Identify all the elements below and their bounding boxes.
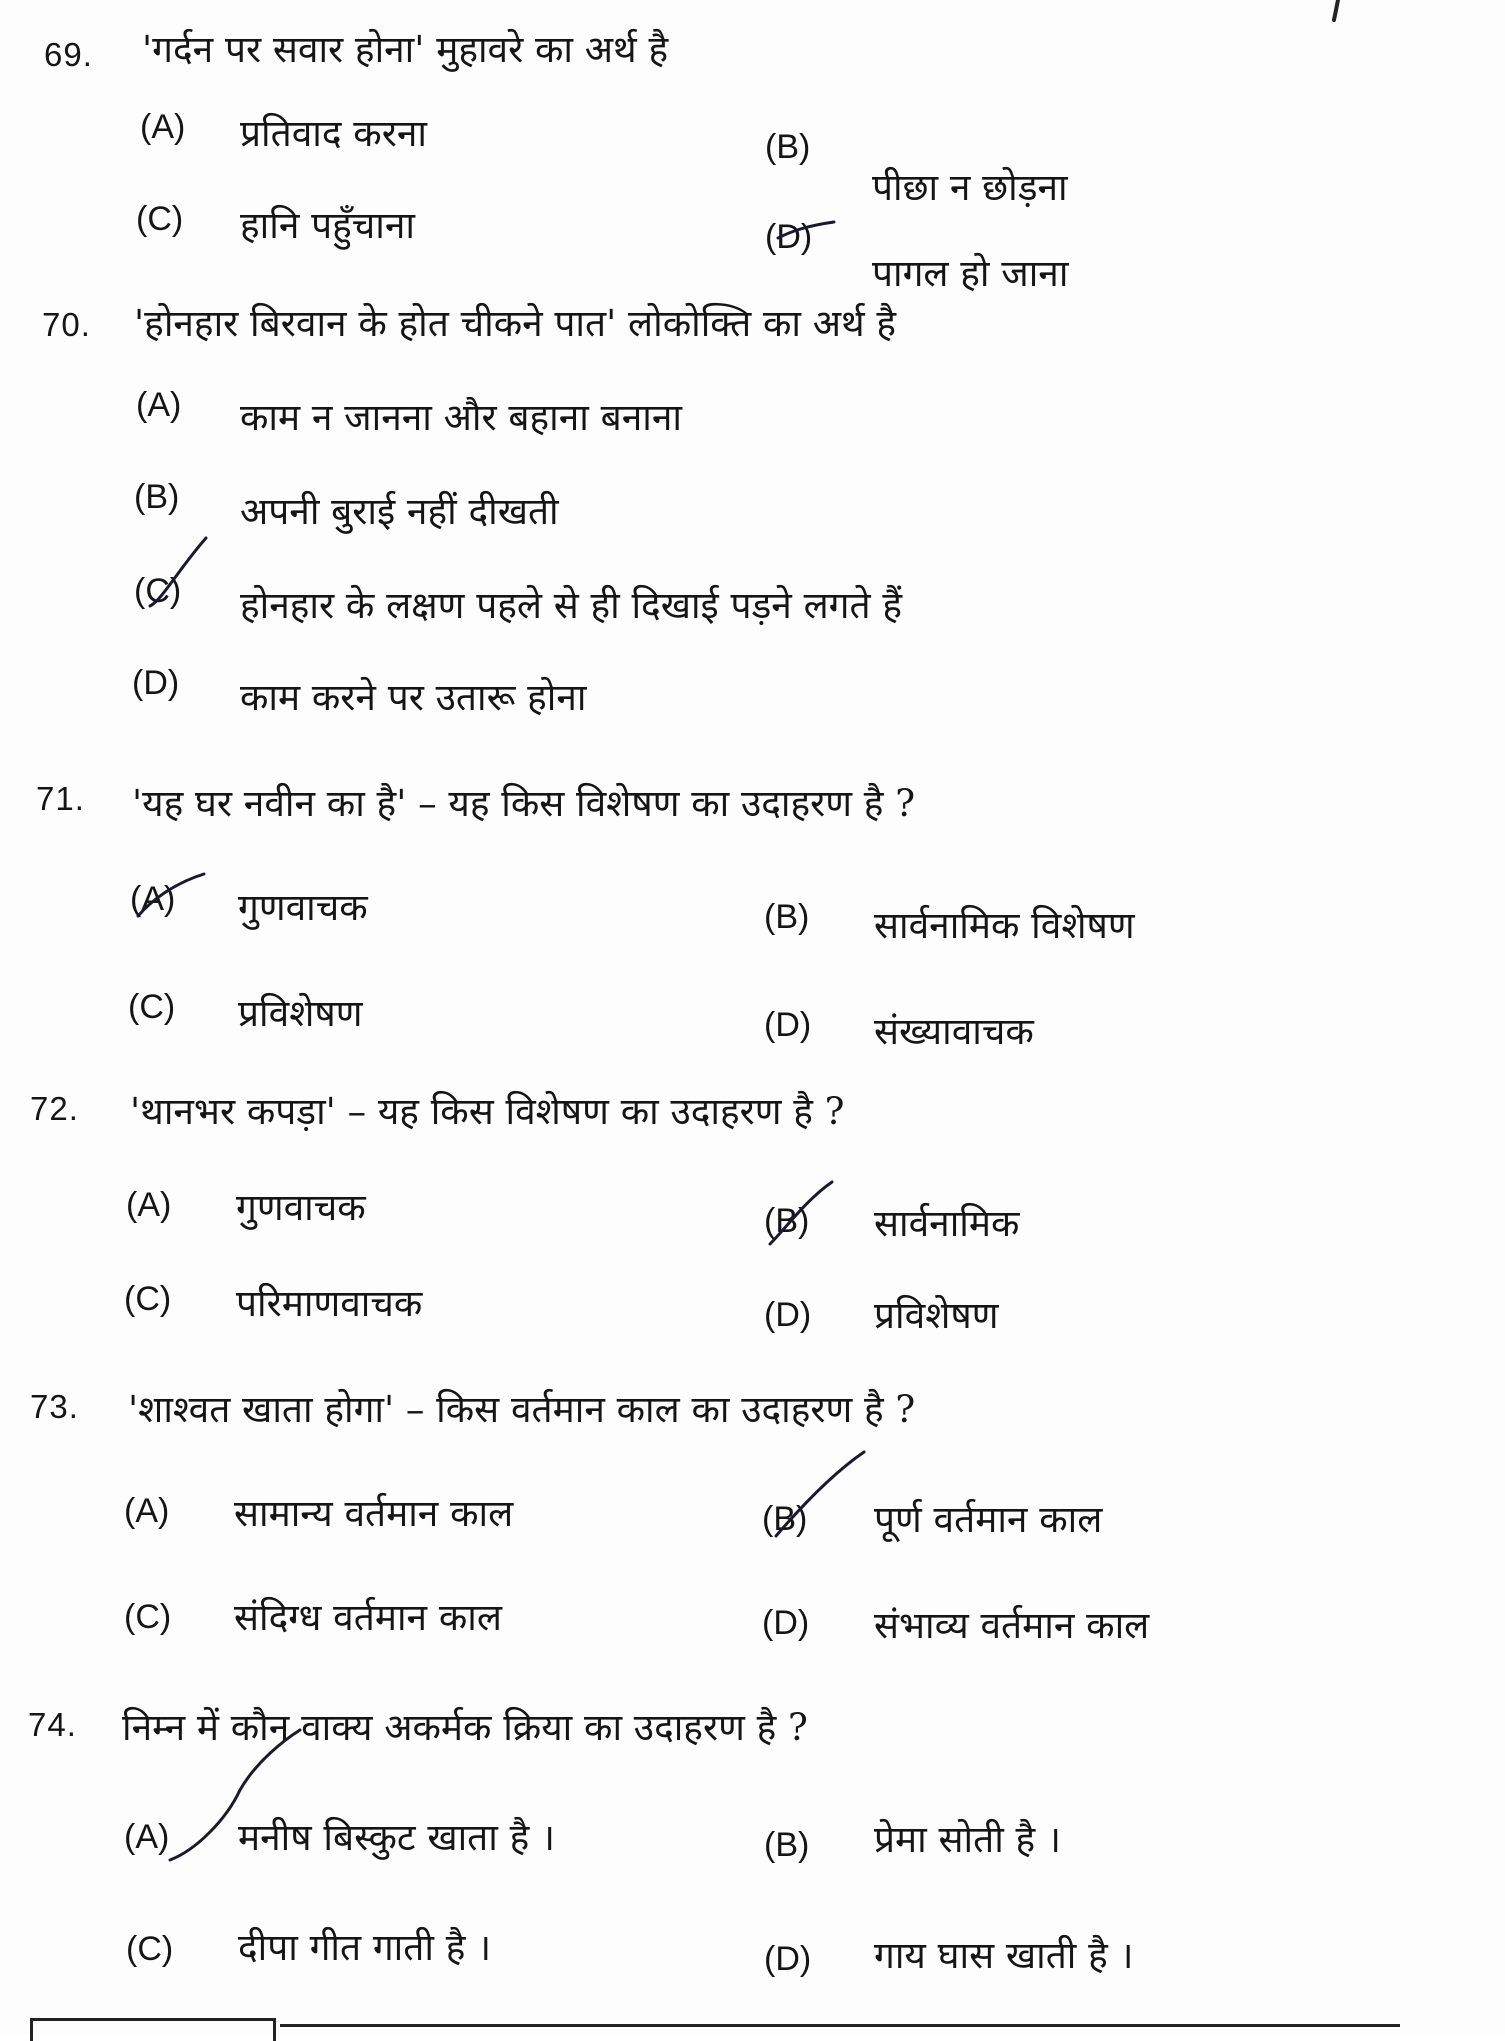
q71-option-a-label: (A) (130, 880, 176, 918)
question-73-number: 73. (30, 1388, 79, 1425)
q71-option-b-text: सार्वनामिक विशेषण (874, 904, 1135, 947)
q69-option-c-label: (C) (136, 200, 184, 238)
footer-box (30, 2018, 276, 2041)
q70-option-b-label: (B) (134, 478, 180, 516)
q71-option-c-label: (C) (128, 988, 176, 1026)
q73-option-c-label: (C) (124, 1598, 172, 1636)
q72-option-d-label: (D) (764, 1296, 812, 1334)
q72-option-b-text: सार्वनामिक (874, 1202, 1020, 1245)
q72-option-a-label: (A) (126, 1186, 172, 1224)
q74-option-c-label: (C) (126, 1930, 174, 1968)
q72-option-c-text: परिमाणवाचक (236, 1282, 423, 1325)
question-73-text: 'शाश्वत खाता होगा' – किस वर्तमान काल का उदाहरण है ? (128, 1388, 916, 1431)
question-70-text: 'होनहार बिरवान के होत चीकने पात' लोकोक्ति का अर्थ है (134, 302, 897, 345)
q74-option-d-text: गाय घास खाती है । (874, 1934, 1134, 1977)
q69-option-b-text: पीछा न छोड़ना (872, 166, 1068, 209)
q73-option-a-label: (A) (124, 1492, 170, 1530)
q70-option-a-label: (A) (136, 386, 182, 424)
question-72-text: 'थानभर कपड़ा' – यह किस विशेषण का उदाहरण है ? (130, 1090, 845, 1133)
q73-option-d-label: (D) (762, 1604, 810, 1642)
q74-option-b-label: (B) (764, 1826, 810, 1864)
question-72-number: 72. (30, 1090, 79, 1127)
q73-option-b-text: पूर्ण वर्तमान काल (874, 1498, 1103, 1541)
q71-option-c-text: प्रविशेषण (238, 992, 363, 1035)
q74-option-d-label: (D) (764, 1940, 812, 1978)
question-71-number: 71. (36, 780, 85, 817)
q71-option-b-label: (B) (764, 898, 810, 936)
q73-option-c-text: संदिग्ध वर्तमान काल (234, 1596, 502, 1639)
q74-option-c-text: दीपा गीत गाती है । (238, 1926, 492, 1969)
footer-rule (280, 2024, 1400, 2027)
q74-option-b-text: प्रेमा सोती है । (874, 1818, 1061, 1861)
q74-option-a-text: मनीष बिस्कुट खाता है । (238, 1816, 556, 1859)
q69-option-d-label: (D) (765, 218, 813, 256)
q73-option-d-text: संभाव्य वर्तमान काल (874, 1604, 1150, 1647)
q69-option-a-label: (A) (140, 108, 186, 146)
q73-option-a-text: सामान्य वर्तमान काल (234, 1492, 514, 1535)
q72-option-a-text: गुणवाचक (236, 1186, 366, 1229)
q70-option-d-label: (D) (132, 664, 180, 702)
question-71-text: 'यह घर नवीन का है' – यह किस विशेषण का उदाहरण है ? (132, 782, 916, 825)
q72-option-d-text: प्रविशेषण (874, 1294, 999, 1337)
q70-option-b-text: अपनी बुराई नहीं दीखती (240, 490, 559, 533)
q71-option-a-text: गुणवाचक (238, 886, 368, 929)
q72-option-b-label: (B) (764, 1202, 810, 1240)
q71-option-d-label: (D) (764, 1006, 812, 1044)
q69-option-d-text: पागल हो जाना (872, 252, 1069, 295)
q74-option-a-label: (A) (124, 1818, 170, 1856)
scan-bracket-icon (1334, 0, 1338, 20)
question-70-number: 70. (42, 306, 91, 343)
question-69-text: 'गर्दन पर सवार होना' मुहावरे का अर्थ है (142, 28, 669, 71)
question-74-text: निम्न में कौन वाक्य अकर्मक क्रिया का उदाहरण है ? (122, 1706, 808, 1749)
q70-option-c-label: (C) (134, 572, 182, 610)
question-69-number: 69. (44, 36, 93, 73)
q69-option-b-label: (B) (765, 128, 811, 166)
q72-option-c-label: (C) (124, 1280, 172, 1318)
q69-option-c-text: हानि पहुँचाना (240, 204, 415, 247)
q70-option-d-text: काम करने पर उतारू होना (240, 676, 587, 719)
q69-option-a-text: प्रतिवाद करना (240, 112, 427, 155)
q70-option-c-text: होनहार के लक्षण पहले से ही दिखाई पड़ने लगते हैं (240, 584, 902, 627)
q70-option-a-text: काम न जानना और बहाना बनाना (240, 396, 682, 439)
q71-option-d-text: संख्यावाचक (874, 1010, 1034, 1053)
q73-option-b-label: (B) (762, 1500, 808, 1538)
question-74-number: 74. (28, 1706, 77, 1743)
